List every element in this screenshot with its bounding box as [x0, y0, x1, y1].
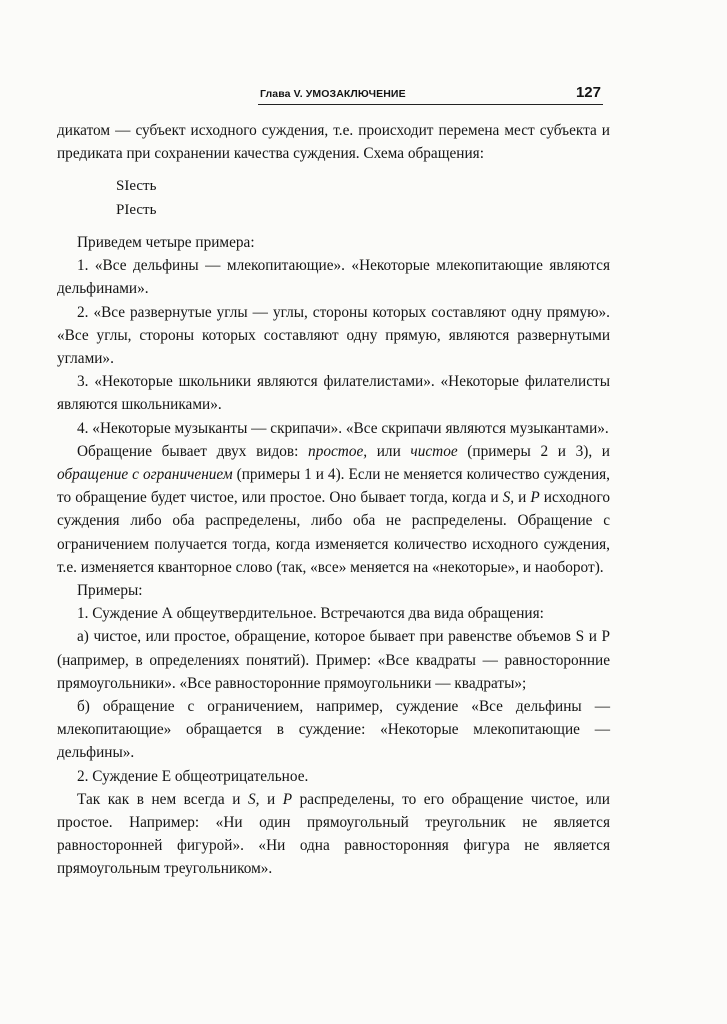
- intro-block: [57, 119, 610, 165]
- term-s: S,: [502, 489, 515, 507]
- example-1: 1. «Все дельфины — млекопитающие». «Некоторые млекопитающие являются дельфинами».: [57, 257, 610, 298]
- types-text-2: или: [367, 442, 411, 460]
- types-text-5: и: [514, 489, 531, 507]
- types-text-1: Обращение бывает двух видов:: [77, 442, 309, 460]
- conversion-scheme: [116, 174, 156, 222]
- conversion-types-paragraph: [57, 440, 610, 579]
- body-text: [57, 231, 610, 881]
- final-text-2: и: [259, 790, 283, 808]
- item-a: а) чистое, или простое, обращение, которое бывает при равенстве объемов S и P (например, в определениях понятий). Пример: «Все квадраты — равносторонние прямоугольники». «Все равносторонние прямоугольники — квадраты»;: [57, 628, 610, 692]
- judgment-e: 2. Суждение Е общеотрицательное.: [77, 767, 309, 785]
- examples-label: Примеры:: [77, 582, 143, 600]
- final-term-p: P: [282, 790, 293, 808]
- page-number: 127: [575, 84, 601, 101]
- term-simple: простое,: [308, 442, 368, 460]
- term-p: P: [530, 489, 540, 507]
- scheme-line-2: PIесть: [116, 202, 157, 218]
- final-term-s: S,: [247, 790, 260, 808]
- example-2: 2. «Все развернутые углы — углы, стороны которых составляют одну прямую». «Все углы, стороны которых составляют одну прямую, являются развернутыми углами».: [57, 303, 610, 368]
- chapter-title: Глава V. УМОЗАКЛЮЧЕНИЕ: [260, 88, 406, 100]
- types-text-3: (примеры 2 и 3), и: [457, 442, 610, 460]
- judgment-a: 1. Суждение А общеутвердительное. Встречаются два вида обращения:: [77, 605, 544, 623]
- running-header: [258, 84, 603, 105]
- final-paragraph: [57, 788, 610, 881]
- final-text-3: распределены, то его обращение чистое, или простое. Например: «Ни один прямоугольный треугольник не является равносторонней фигурой». «Ни одна равносторонняя фигура не является прямоугольным треугольником».: [57, 790, 610, 878]
- term-pure: чистое: [410, 442, 458, 460]
- final-text-1: Так как в нем всегда и: [77, 790, 248, 808]
- example-4: 4. «Некоторые музыканты — скрипачи». «Все скрипачи являются музыкантами».: [77, 419, 609, 437]
- scheme-line-1: SIесть: [116, 178, 157, 194]
- examples-intro: Приведем четыре примера:: [77, 234, 255, 251]
- term-limited: обращение с ограничением: [57, 466, 233, 484]
- types-text-6: исходного суждения либо оба распределены, либо оба не распределены. Обращение с ограничением получается тогда, когда изменяется количество исходного суждения, т.е. изменяется кванторное слово (так, «все» меняется на «некоторые», и наоборот).: [57, 489, 611, 576]
- item-b: б) обращение с ограничением, например, суждение «Все дельфины — млекопитающие» обращается в суждение: «Некоторые млекопитающие — дельфины».: [57, 698, 610, 762]
- example-3: 3. «Некоторые школьники являются филателистами». «Некоторые филателисты являются школьниками».: [57, 373, 610, 414]
- types-text-4: (примеры 1 и 4). Если не меняется количество суждения, то обращение будет чистое, или простое. Оно бывает тогда, когда и: [57, 466, 611, 507]
- intro-paragraph: дикатом — субъект исходного суждения, т.е. происходит перемена мест субъекта и предиката при сохранении качества суждения. Схема обращения:: [57, 122, 610, 163]
